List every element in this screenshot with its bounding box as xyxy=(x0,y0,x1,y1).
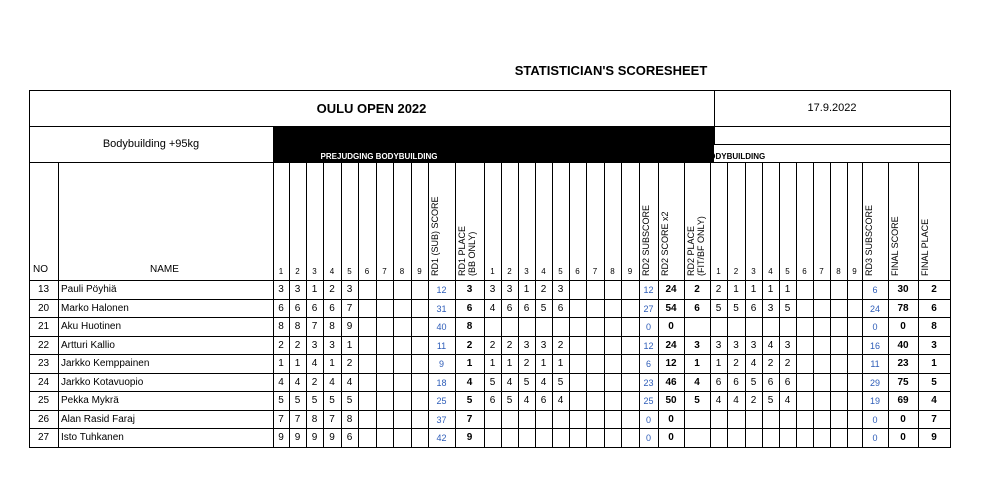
competitor-number: 27 xyxy=(37,432,50,443)
column-line xyxy=(586,162,587,447)
rd2-subscore: 23 xyxy=(643,378,654,388)
judge-number-header: 4 xyxy=(768,267,773,276)
judge-number-header: 9 xyxy=(852,267,857,276)
rd2-judge-score: 2 xyxy=(523,358,530,369)
rd3-judge-score xyxy=(779,411,796,429)
rd2-score: 0 xyxy=(668,432,674,443)
rd3-judge-score xyxy=(762,411,779,429)
header-no: NO xyxy=(33,264,48,275)
rd2-judge-score: 3 xyxy=(506,284,513,295)
judge-number-header: 9 xyxy=(417,267,422,276)
rd1-judge-score: 2 xyxy=(346,358,353,369)
rd2-judge-score: 5 xyxy=(557,377,564,388)
rd2-judge-score: 1 xyxy=(506,358,513,369)
rd2-judge-score: 3 xyxy=(523,340,530,351)
competitor-number: 25 xyxy=(37,395,50,406)
competitor-number: 22 xyxy=(37,340,50,351)
competitor-number: 13 xyxy=(37,284,50,295)
rd3-judge-score xyxy=(745,429,762,447)
rd3-judge-score: 4 xyxy=(733,395,739,406)
rd1-judge-score: 9 xyxy=(278,432,284,443)
rd1-place: 8 xyxy=(466,321,473,332)
rd3-judge-score: 5 xyxy=(733,303,739,314)
rd1-judge-score: 6 xyxy=(311,303,318,314)
rd3-judge-score xyxy=(710,411,727,429)
rd3-judge-score xyxy=(727,411,745,429)
final-place: 5 xyxy=(931,377,937,388)
column-line xyxy=(569,162,570,447)
rd1-judge-score: 3 xyxy=(329,340,335,351)
judge-number-header: 4 xyxy=(541,267,546,276)
rd2-judge-score: 6 xyxy=(540,395,547,406)
rd2-subscore: 12 xyxy=(643,341,654,351)
rd1-judge-score: 4 xyxy=(329,377,335,388)
rd1-place: 9 xyxy=(466,432,473,443)
rd3-subscore: 0 xyxy=(872,322,878,332)
competitor-number: 26 xyxy=(37,414,50,425)
rd1-judge-score: 7 xyxy=(346,303,353,314)
rd1-score: 12 xyxy=(436,285,447,295)
rd2-score: 0 xyxy=(668,321,674,332)
rd3-judge-score: 6 xyxy=(750,303,757,314)
rd1-judge-score: 1 xyxy=(311,284,318,295)
rd2-score: 50 xyxy=(665,395,677,406)
column-line xyxy=(621,162,622,447)
rd2-score: 46 xyxy=(665,377,677,388)
rd3-subscore: 0 xyxy=(872,415,878,425)
finals-bottom xyxy=(485,162,950,163)
rd3-judge-score xyxy=(779,429,796,447)
header-rd1-score: RD1 (SUB) SCORE xyxy=(430,196,440,276)
competitor-number: 24 xyxy=(37,377,50,388)
rd3-judge-score: 4 xyxy=(784,395,791,406)
header-final-score: FINAL SCORE xyxy=(890,216,900,276)
rd3-judge-score: 4 xyxy=(767,340,774,351)
rd1-score: 18 xyxy=(436,378,447,388)
rd2-judge-score xyxy=(518,318,535,336)
rd2-judge-score: 4 xyxy=(540,377,547,388)
final-score: 78 xyxy=(897,303,909,314)
rd2-judge-score: 6 xyxy=(557,303,564,314)
rd1-place: 4 xyxy=(466,377,473,388)
rd2-subscore: 0 xyxy=(645,322,651,332)
rd2-place: 4 xyxy=(694,377,700,388)
category-bottom xyxy=(29,162,273,163)
column-line xyxy=(358,162,359,447)
competitor-name: Isto Tuhkanen xyxy=(61,432,124,443)
column-line xyxy=(393,162,394,447)
rd2-judge-score: 2 xyxy=(506,340,513,351)
judge-number-header: 8 xyxy=(399,267,405,276)
rd2-judge-score: 4 xyxy=(523,395,530,406)
judge-number-header: 2 xyxy=(733,267,739,276)
rd2-score: 12 xyxy=(665,358,677,369)
rd3-judge-score: 3 xyxy=(715,340,722,351)
judge-number-header: 5 xyxy=(558,267,563,276)
rd1-judge-score: 5 xyxy=(278,395,284,406)
rd3-judge-score: 6 xyxy=(767,377,774,388)
rd2-judge-score xyxy=(501,411,518,429)
rd2-judge-score: 5 xyxy=(540,303,547,314)
rd3-judge-score xyxy=(762,429,779,447)
rd1-score: 42 xyxy=(436,433,447,443)
rd3-judge-score xyxy=(762,318,779,336)
rd3-subscore: 0 xyxy=(872,433,878,443)
rd3-judge-score: 1 xyxy=(750,284,757,295)
column-line xyxy=(813,162,814,447)
rd2-place xyxy=(684,411,710,429)
judge-number-header: 6 xyxy=(802,267,807,276)
rd2-subscore: 27 xyxy=(643,304,654,314)
judge-number-header: 2 xyxy=(507,267,512,276)
rd1-judge-score: 5 xyxy=(329,395,335,406)
column-line xyxy=(796,162,797,447)
rd1-judge-score: 8 xyxy=(311,414,318,425)
final-score: 75 xyxy=(897,377,909,388)
rd1-judge-score: 5 xyxy=(346,395,353,406)
rd3-judge-score: 5 xyxy=(715,303,722,314)
rd2-judge-score: 1 xyxy=(523,284,530,295)
rd2-place xyxy=(684,318,710,336)
rd1-judge-score: 7 xyxy=(278,414,284,425)
rd1-judge-score: 3 xyxy=(346,284,353,295)
rd2-judge-score: 3 xyxy=(557,284,564,295)
judge-number-header: 7 xyxy=(382,267,387,276)
final-place: 4 xyxy=(931,395,937,406)
header-rd2-subscore: RD2 SUBSCORE xyxy=(641,204,651,276)
rd3-judge-score: 5 xyxy=(767,395,774,406)
judge-number-header: 1 xyxy=(278,267,284,276)
rd1-judge-score: 1 xyxy=(294,358,301,369)
competitor-name: Alan Rasid Faraj xyxy=(61,414,135,425)
rd1-judge-score: 1 xyxy=(278,358,284,369)
rd2-judge-score: 1 xyxy=(540,358,547,369)
competitor-name: Marko Halonen xyxy=(61,303,129,314)
rd3-subscore: 16 xyxy=(869,341,880,351)
header-rd2-place: RD2 PLACE (FIT/BF ONLY) xyxy=(686,216,706,276)
rd2-judge-score: 2 xyxy=(540,284,547,295)
finals-label: FINALS: BODYBUILDING xyxy=(669,151,766,161)
judge-number-header: 9 xyxy=(627,267,633,276)
final-place: 6 xyxy=(931,303,937,314)
competitor-number: 20 xyxy=(37,303,50,314)
rd3-subscore: 19 xyxy=(869,396,880,406)
rd1-score: 9 xyxy=(438,359,444,369)
rd2-judge-score: 1 xyxy=(489,358,496,369)
competitor-name: Jarkko Kemppainen xyxy=(61,358,150,369)
final-score: 40 xyxy=(897,340,909,351)
rd1-place: 6 xyxy=(466,303,473,314)
rd1-place: 3 xyxy=(466,284,473,295)
rd1-judge-score: 4 xyxy=(346,377,353,388)
rd2-judge-score: 1 xyxy=(557,358,564,369)
rd2-judge-score xyxy=(484,318,501,336)
rd1-place: 1 xyxy=(466,358,473,369)
rd1-judge-score: 5 xyxy=(311,395,318,406)
header-name: NAME xyxy=(150,264,179,275)
rd1-judge-score: 2 xyxy=(329,284,335,295)
final-place: 7 xyxy=(931,414,937,425)
final-place: 2 xyxy=(931,284,937,295)
rd3-subscore: 11 xyxy=(870,359,880,369)
rd2-judge-score: 4 xyxy=(489,303,496,314)
competitor-name: Pauli Pöyhiä xyxy=(61,284,117,295)
rd1-judge-score: 9 xyxy=(329,432,335,443)
rd1-place: 7 xyxy=(466,414,473,425)
rd2-judge-score: 6 xyxy=(523,303,530,314)
rd3-judge-score: 3 xyxy=(767,303,774,314)
column-line xyxy=(411,162,412,447)
rd2-score: 0 xyxy=(668,414,674,425)
judge-number-header: 6 xyxy=(575,267,580,276)
rd2-judge-score xyxy=(518,411,535,429)
rd1-judge-score: 2 xyxy=(278,340,284,351)
final-score: 30 xyxy=(897,284,909,295)
rd3-judge-score: 1 xyxy=(733,284,739,295)
judge-number-header: 3 xyxy=(751,267,756,276)
rd2-judge-score xyxy=(552,318,569,336)
rd3-judge-score: 2 xyxy=(733,358,739,369)
rd3-judge-score xyxy=(779,318,796,336)
rd2-judge-score xyxy=(535,429,552,447)
judge-number-header: 5 xyxy=(785,267,790,276)
final-score: 0 xyxy=(900,414,906,425)
rd2-subscore: 6 xyxy=(645,359,651,369)
rd2-judge-score: 2 xyxy=(557,340,564,351)
final-score: 23 xyxy=(897,358,909,369)
rd3-judge-score: 1 xyxy=(784,284,791,295)
rd2-place: 5 xyxy=(694,395,700,406)
rd1-judge-score: 7 xyxy=(294,414,301,425)
prejudging-label: PREJUDGING BODYBUILDING xyxy=(320,151,438,161)
event-title: OULU OPEN 2022 xyxy=(316,100,427,116)
rd1-judge-score: 8 xyxy=(294,321,301,332)
rd2-judge-score: 6 xyxy=(489,395,496,406)
final-score: 0 xyxy=(900,432,906,443)
final-score: 0 xyxy=(900,321,906,332)
rd2-judge-score: 5 xyxy=(489,377,496,388)
rd3-judge-score: 3 xyxy=(733,340,739,351)
rd2-judge-score xyxy=(501,318,518,336)
rd2-judge-score xyxy=(484,429,501,447)
final-place: 1 xyxy=(931,358,937,369)
rd1-judge-score: 8 xyxy=(329,321,335,332)
rd1-judge-score: 9 xyxy=(311,432,318,443)
rd2-judge-score: 5 xyxy=(523,377,530,388)
rd3-subscore: 29 xyxy=(869,378,880,388)
rd2-subscore: 12 xyxy=(643,285,654,295)
rd2-place: 6 xyxy=(694,303,700,314)
header-rd1-place: RD1 PLACE (BB ONLY) xyxy=(457,225,477,276)
rd2-judge-score xyxy=(552,429,569,447)
rd1-judge-score: 3 xyxy=(311,340,318,351)
judge-number-header: 3 xyxy=(312,267,317,276)
rd2-score: 54 xyxy=(665,303,677,314)
competitor-name: Artturi Kallio xyxy=(61,340,115,351)
rd2-score: 24 xyxy=(665,340,677,351)
rd3-judge-score: 6 xyxy=(733,377,739,388)
final-place: 8 xyxy=(931,321,937,332)
rd1-judge-score: 2 xyxy=(294,340,301,351)
rd3-judge-score: 2 xyxy=(750,395,757,406)
rd3-subscore: 24 xyxy=(869,304,880,314)
rd2-judge-score: 5 xyxy=(506,395,513,406)
rd2-judge-score xyxy=(484,411,501,429)
judge-number-header: 2 xyxy=(295,267,300,276)
event-date: 17.9.2022 xyxy=(807,102,857,114)
header-rd2-score: RD2 SCORE x2 xyxy=(660,211,670,276)
rd3-judge-score: 1 xyxy=(767,284,774,295)
rd1-score: 31 xyxy=(436,304,447,314)
rd2-subscore: 0 xyxy=(645,415,651,425)
rd1-judge-score: 1 xyxy=(346,340,353,351)
rd3-judge-score xyxy=(745,411,762,429)
rd2-judge-score: 4 xyxy=(506,377,513,388)
judge-number-header: 7 xyxy=(819,267,824,276)
rd2-place xyxy=(684,429,710,447)
rd3-judge-score: 4 xyxy=(715,395,722,406)
rd3-judge-score: 6 xyxy=(715,377,722,388)
rd2-judge-score xyxy=(501,429,518,447)
rd3-subscore: 6 xyxy=(872,285,878,295)
competitor-name: Aku Huotinen xyxy=(61,321,122,332)
column-line xyxy=(830,162,831,447)
rd3-judge-score: 1 xyxy=(715,358,722,369)
rd1-judge-score: 3 xyxy=(294,284,301,295)
rd1-place: 2 xyxy=(466,340,473,351)
rd3-judge-score: 3 xyxy=(750,340,757,351)
rd3-judge-score: 3 xyxy=(784,340,791,351)
competitor-number: 21 xyxy=(37,321,50,332)
column-line xyxy=(376,162,377,447)
rd1-score: 25 xyxy=(436,396,447,406)
rd3-judge-score: 2 xyxy=(784,358,791,369)
date-bottom xyxy=(714,144,950,145)
rd3-judge-score xyxy=(710,318,727,336)
rd1-score: 11 xyxy=(436,341,447,351)
rd1-judge-score: 6 xyxy=(329,303,335,314)
final-place: 3 xyxy=(931,340,937,351)
competitor-number: 23 xyxy=(37,358,50,369)
rd3-judge-score: 5 xyxy=(784,303,791,314)
rd1-place: 5 xyxy=(466,395,473,406)
column-line xyxy=(847,162,848,447)
judge-number-header: 8 xyxy=(610,267,615,276)
rd2-judge-score xyxy=(535,411,552,429)
judge-number-header: 1 xyxy=(490,267,495,276)
rd2-place: 1 xyxy=(694,358,700,369)
rd1-score: 40 xyxy=(436,322,447,332)
rd3-judge-score xyxy=(745,318,762,336)
judge-number-header: 3 xyxy=(524,267,529,276)
rd1-judge-score: 8 xyxy=(346,414,353,425)
rd1-score: 37 xyxy=(436,415,447,425)
judge-number-header: 6 xyxy=(364,267,370,276)
rd1-judge-score: 7 xyxy=(311,321,318,332)
rd3-judge-score: 6 xyxy=(784,377,791,388)
rd2-judge-score: 3 xyxy=(540,340,547,351)
judge-number-header: 8 xyxy=(836,267,841,276)
sheet-title: STATISTICIAN'S SCORESHEET xyxy=(514,63,708,78)
rd2-judge-score xyxy=(552,411,569,429)
judge-number-header: 4 xyxy=(329,267,335,276)
header-final-place: FINAL PLACE xyxy=(920,218,930,276)
rd1-judge-score: 4 xyxy=(278,377,284,388)
rd1-judge-score: 8 xyxy=(278,321,284,332)
rd1-judge-score: 9 xyxy=(294,432,301,443)
rd2-subscore: 0 xyxy=(645,433,651,443)
category-label: Bodybuilding +95kg xyxy=(102,138,200,150)
rd1-judge-score: 4 xyxy=(294,377,301,388)
rd3-judge-score xyxy=(710,429,727,447)
rd3-judge-score: 4 xyxy=(750,358,757,369)
rd2-judge-score xyxy=(535,318,552,336)
rd2-judge-score: 2 xyxy=(489,340,496,351)
rd1-judge-score: 3 xyxy=(278,284,284,295)
rd1-judge-score: 4 xyxy=(311,358,318,369)
rd3-judge-score: 2 xyxy=(715,284,722,295)
rd1-judge-score: 6 xyxy=(278,303,284,314)
competitor-name: Jarkko Kotavuopio xyxy=(61,377,144,388)
rd2-judge-score: 3 xyxy=(489,284,496,295)
header-rd3-subscore: RD3 SUBSCORE xyxy=(864,204,874,276)
rd2-judge-score: 4 xyxy=(557,395,564,406)
rd2-score: 24 xyxy=(665,284,677,295)
rd2-judge-score xyxy=(518,429,535,447)
rd1-judge-score: 7 xyxy=(329,414,335,425)
rd2-place: 2 xyxy=(694,284,700,295)
final-place: 9 xyxy=(931,432,937,443)
rd2-judge-score: 6 xyxy=(506,303,513,314)
no-name-divider xyxy=(58,162,59,447)
rd3-judge-score xyxy=(727,429,745,447)
rd2-place: 3 xyxy=(694,340,700,351)
rd3-judge-score: 5 xyxy=(750,377,757,388)
rd3-judge-score xyxy=(727,318,745,336)
rd1-judge-score: 6 xyxy=(294,303,301,314)
judge-number-header: 5 xyxy=(347,267,352,276)
rd2-subscore: 25 xyxy=(643,396,654,406)
column-line xyxy=(604,162,605,447)
rd1-judge-score: 6 xyxy=(346,432,353,443)
rd1-judge-score: 2 xyxy=(311,377,318,388)
rd1-judge-score: 1 xyxy=(329,358,335,369)
finals-top xyxy=(485,144,714,145)
competitor-name: Pekka Mykrä xyxy=(61,395,119,406)
rd3-judge-score: 2 xyxy=(767,358,774,369)
rd1-judge-score: 9 xyxy=(346,321,353,332)
judge-number-header: 1 xyxy=(716,267,721,276)
judge-number-header: 7 xyxy=(592,267,598,276)
rd1-judge-score: 5 xyxy=(294,395,301,406)
final-score: 69 xyxy=(897,395,909,406)
